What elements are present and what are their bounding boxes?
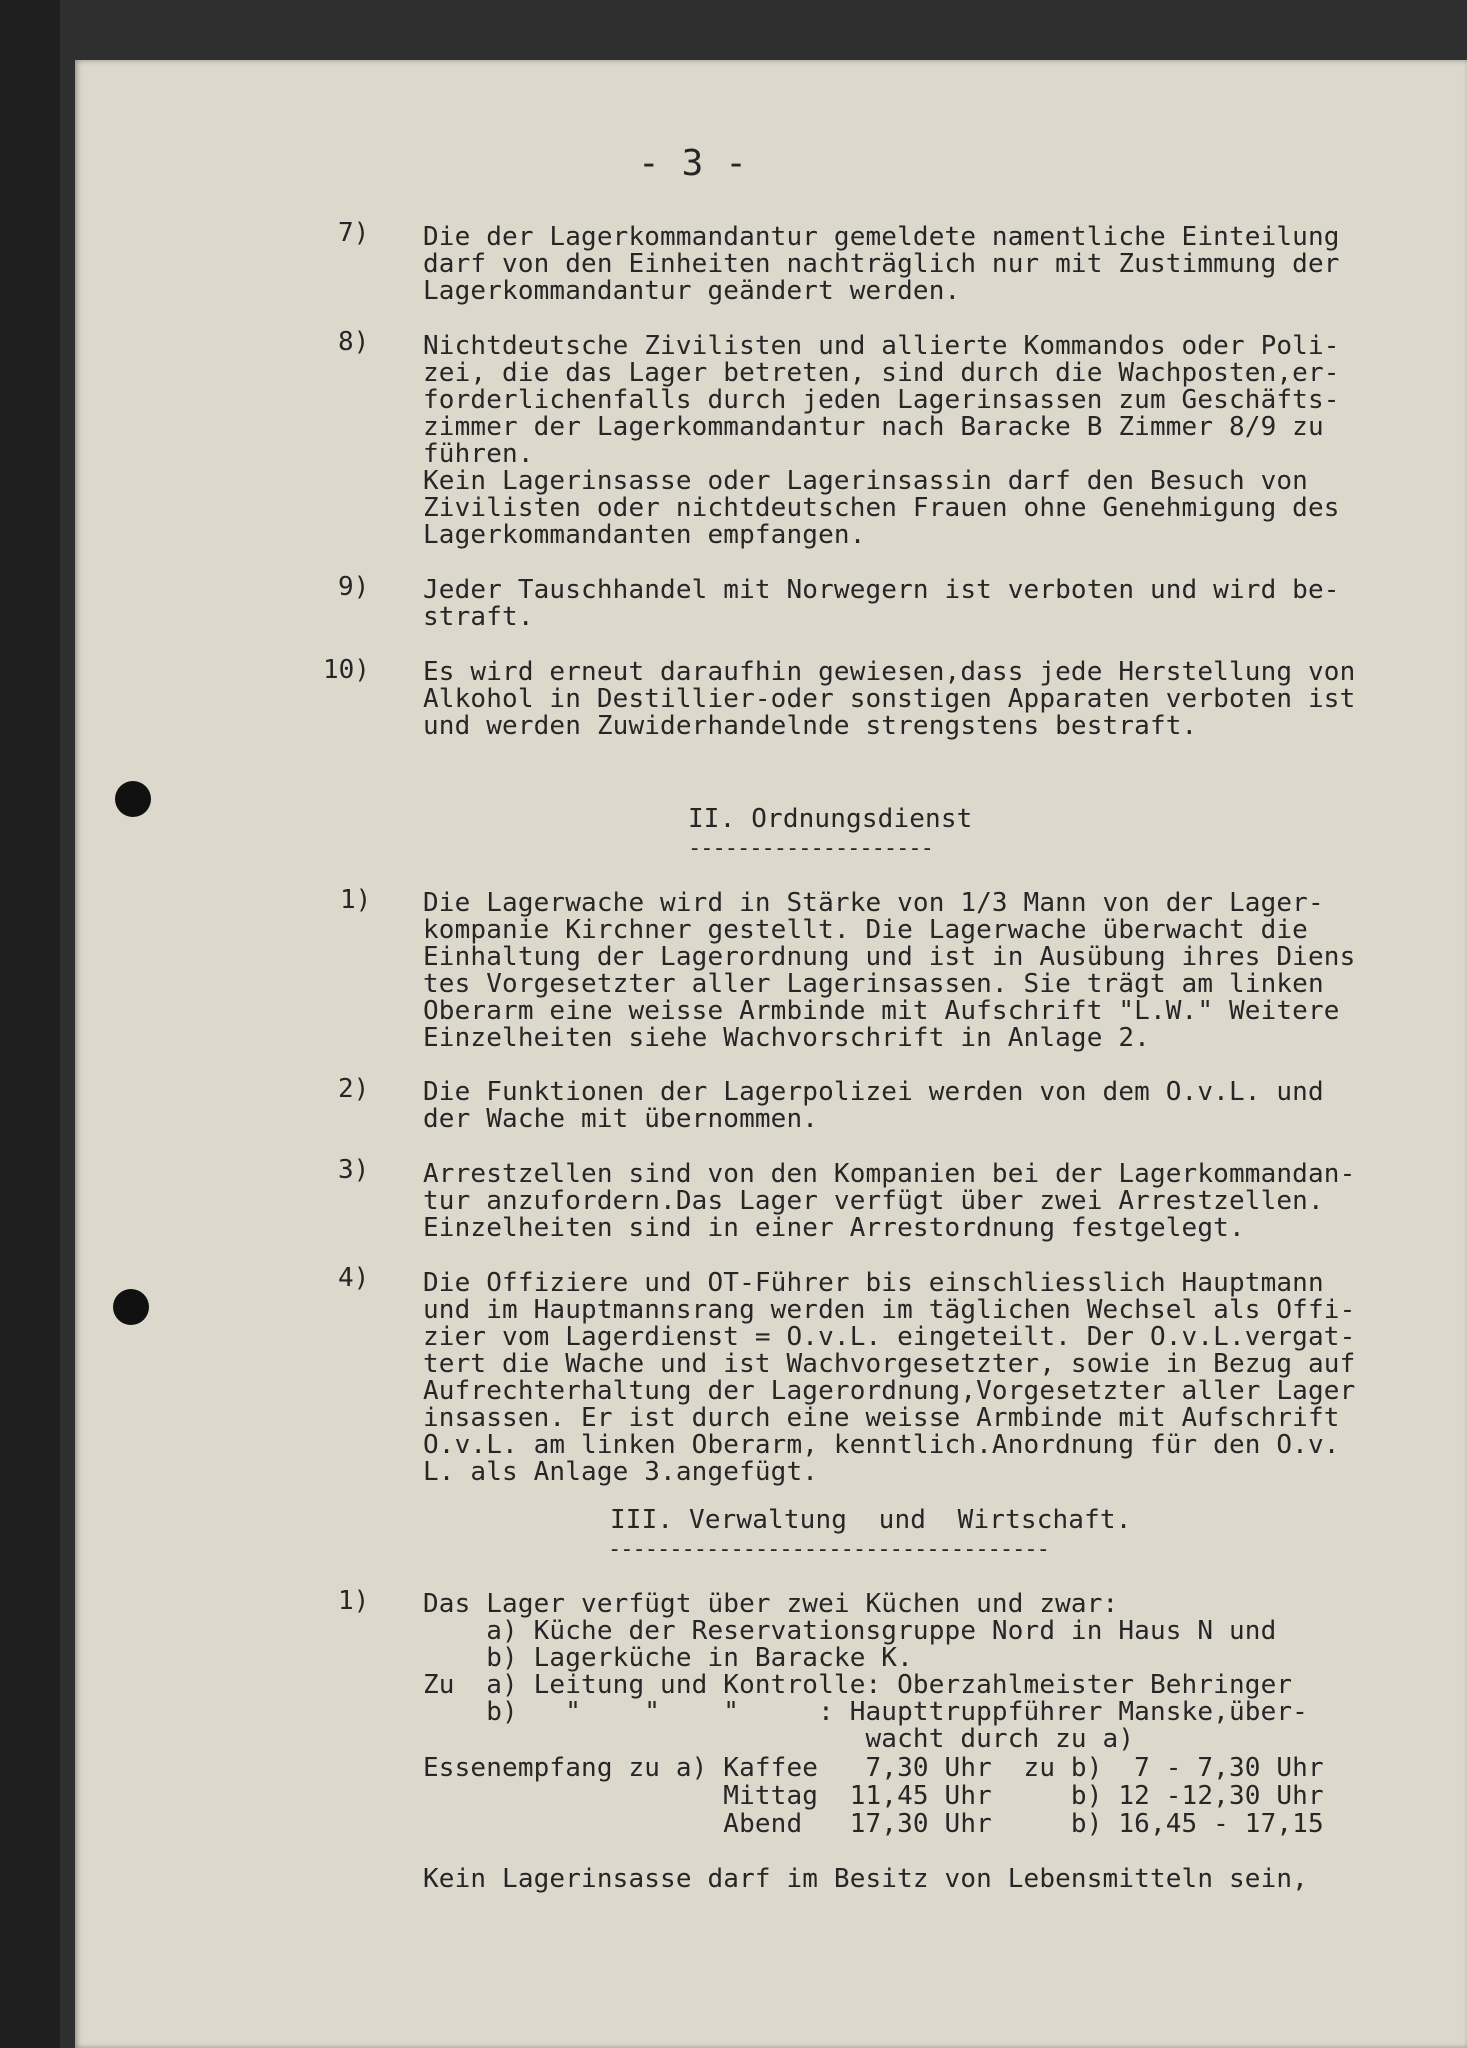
item-10-line-1: Es wird erneut daraufhin gewiesen,dass jede Herstellung von	[423, 657, 1356, 687]
item-10-line-2: Alkohol in Destillier-oder sonstigen Apparaten verboten ist	[423, 684, 1356, 714]
s3-line-2: a) Küche der Reservationsgruppe Nord in Haus N und	[423, 1616, 1277, 1646]
s2-item-1-line-6: Einzelheiten siehe Wachvorschrift in Anlage 2.	[423, 1023, 1150, 1053]
s3-closing-line: Kein Lagerinsasse darf im Besitz von Lebensmitteln sein,	[423, 1864, 1308, 1894]
s3-line-5: b) " " " : Haupttruppführer Manske,über-	[423, 1697, 1308, 1727]
item-7-line-1: Die der Lagerkommandantur gemeldete namentliche Einteilung	[423, 222, 1340, 252]
s2-item-1-line-2: kompanie Kirchner gestellt. Die Lagerwache überwacht die	[423, 915, 1308, 945]
s3-line-1: Das Lager verfügt über zwei Küchen und zwar:	[423, 1589, 1119, 1619]
s2-item-1-line-4: tes Vorgesetzter aller Lagerinsassen. Sie trägt am linken	[423, 969, 1324, 999]
item-8-number: 8)	[338, 327, 370, 357]
section-3-heading: III. Verwaltung und Wirtschaft.	[610, 1505, 1132, 1535]
s3-line-4: Zu a) Leitung und Kontrolle: Oberzahlmeister Behringer	[423, 1670, 1293, 1700]
item-8-line-6: Kein Lagerinsasse oder Lagerinsassin darf den Besuch von	[423, 466, 1308, 496]
page-number: - 3 -	[638, 143, 748, 184]
item-9-line-2: straft.	[423, 602, 534, 632]
item-7-number: 7)	[338, 218, 370, 248]
s2-item-3-line-2: tur anzufordern.Das Lager verfügt über zwei Arrestzellen.	[423, 1186, 1324, 1216]
s3-line-6: wacht durch zu a)	[423, 1724, 1135, 1754]
s2-item-4-line-6: insassen. Er ist durch eine weisse Armbinde mit Aufschrift	[423, 1403, 1340, 1433]
s2-item-1-line-1: Die Lagerwache wird in Stärke von 1/3 Mann von der Lager-	[423, 888, 1324, 918]
s2-item-3-line-3: Einzelheiten sind in einer Arrestordnung festgelegt.	[423, 1213, 1245, 1243]
scan-background-edge	[0, 0, 60, 2048]
s2-item-4-line-8: L. als Anlage 3.angefügt.	[423, 1457, 819, 1487]
s2-item-2-line-2: der Wache mit übernommen.	[423, 1104, 819, 1134]
s2-item-4-line-3: zier vom Lagerdienst = O.v.L. eingeteilt. Der O.v.L.vergat-	[423, 1322, 1356, 1352]
item-9-line-1: Jeder Tauschhandel mit Norwegern ist verboten und wird be-	[423, 575, 1340, 605]
s3-line-7: Essenempfang zu a) Kaffee 7,30 Uhr zu b) 7 - 7,30 Uhr	[423, 1753, 1324, 1783]
s2-item-4-line-5: Aufrechterhaltung der Lagerordnung,Vorgesetzter aller Lager	[423, 1376, 1356, 1406]
s2-item-1-line-5: Oberarm eine weisse Armbinde mit Aufschrift "L.W." Weitere	[423, 996, 1340, 1026]
s2-item-2-number: 2)	[338, 1074, 370, 1104]
s2-item-3-number: 3)	[338, 1155, 370, 1185]
item-8-line-8: Lagerkommandanten empfangen.	[423, 520, 866, 550]
item-10-number: 10)	[323, 655, 370, 685]
s3-line-8: Mittag 11,45 Uhr b) 12 -12,30 Uhr	[423, 1781, 1324, 1811]
item-8-line-4: zimmer der Lagerkommandantur nach Baracke B Zimmer 8/9 zu	[423, 412, 1324, 442]
punch-hole-upper	[115, 781, 151, 817]
s2-item-3-line-1: Arrestzellen sind von den Kompanien bei der Lagerkommandan-	[423, 1159, 1356, 1189]
item-8-line-3: forderlichenfalls durch jeden Lagerinsassen zum Geschäfts-	[423, 385, 1340, 415]
s2-item-1-line-3: Einhaltung der Lagerordnung und ist in Ausübung ihres Diens	[423, 942, 1356, 972]
s2-item-1-number: 1)	[340, 885, 372, 915]
item-10-line-3: und werden Zuwiderhandelnde strengstens bestraft.	[423, 711, 1198, 741]
section-3-underline: ------------------------------------	[608, 1537, 1049, 1562]
s3-item-1-number: 1)	[338, 1586, 370, 1616]
item-7-line-2: darf von den Einheiten nachträglich nur mit Zustimmung der	[423, 249, 1340, 279]
s3-line-9: Abend 17,30 Uhr b) 16,45 - 17,15	[423, 1809, 1324, 1839]
item-9-number: 9)	[338, 572, 370, 602]
section-2-underline: --------------------	[688, 836, 933, 861]
s2-item-4-line-4: tert die Wache und ist Wachvorgesetzter, sowie in Bezug auf	[423, 1349, 1356, 1379]
s2-item-2-line-1: Die Funktionen der Lagerpolizei werden von dem O.v.L. und	[423, 1077, 1324, 1107]
item-8-line-7: Zivilisten oder nichtdeutschen Frauen ohne Genehmigung des	[423, 493, 1340, 523]
item-7-line-3: Lagerkommandantur geändert werden.	[423, 276, 961, 306]
s2-item-4-line-2: und im Hauptmannsrang werden im täglichen Wechsel als Offi-	[423, 1295, 1356, 1325]
item-8-line-2: zei, die das Lager betreten, sind durch die Wachposten,er-	[423, 358, 1340, 388]
item-8-line-5: führen.	[423, 439, 534, 469]
s2-item-4-line-7: O.v.L. am linken Oberarm, kenntlich.Anordnung für den O.v.	[423, 1430, 1340, 1460]
s2-item-4-number: 4)	[338, 1263, 370, 1293]
punch-hole-lower	[113, 1289, 149, 1325]
s3-line-3: b) Lagerküche in Baracke K.	[423, 1643, 913, 1673]
section-2-heading: II. Ordnungsdienst	[688, 804, 973, 834]
item-8-line-1: Nichtdeutsche Zivilisten und allierte Kommandos oder Poli-	[423, 331, 1340, 361]
s2-item-4-line-1: Die Offiziere und OT-Führer bis einschliesslich Hauptmann	[423, 1268, 1324, 1298]
